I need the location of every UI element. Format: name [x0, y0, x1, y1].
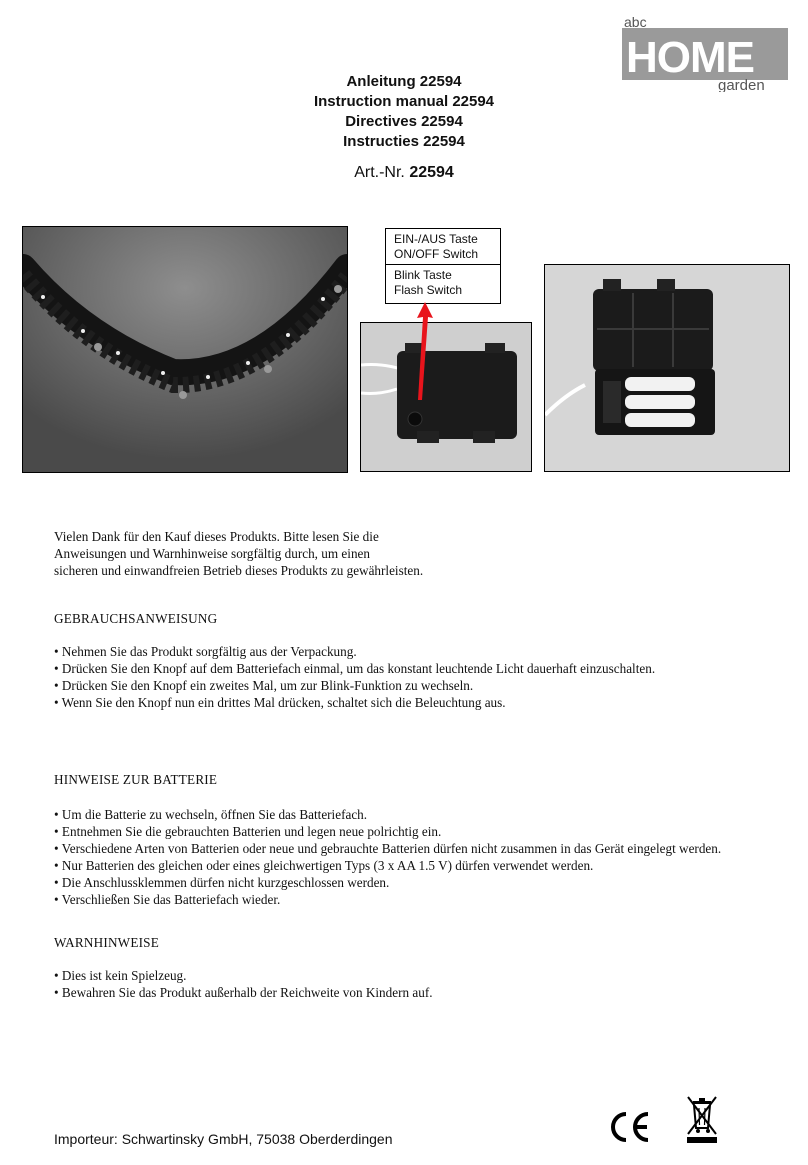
- list-item: • Wenn Sie den Knopf nun ein drittes Mal drücken, schaltet sich die Beleuchtung aus.: [54, 695, 506, 710]
- document-titles: [0, 72, 808, 152]
- intro-line: Anweisungen und Warnhinweise sorgfältig durch, um einen: [54, 546, 370, 561]
- list-item: • Bewahren Sie das Produkt außerhalb der Reichweite von Kindern auf.: [54, 985, 433, 1000]
- list-item: • Entnehmen Sie die gebrauchten Batterien und legen neue polrichtig ein.: [54, 824, 442, 839]
- list-item: • Verschiedene Arten von Batterien oder neue und gebrauchte Batterien dürfen nicht zusammen in das Gerät eingelegt werden.: [54, 841, 722, 856]
- logo-garden: garden: [718, 77, 765, 92]
- title-de: Anleitung 22594: [346, 73, 462, 90]
- intro-line: Vielen Dank für den Kauf dieses Produkts. Bitte lesen Sie die: [54, 529, 379, 544]
- heading-warnings: WARNHINWEISE: [54, 935, 159, 950]
- title-fr: Directives 22594: [345, 113, 463, 130]
- battery-notes-list: [54, 806, 721, 908]
- logo-abc: abc: [624, 16, 647, 30]
- article-number: [0, 164, 808, 182]
- title-en: Instruction manual 22594: [313, 93, 495, 110]
- list-item: • Nur Batterien des gleichen oder eines gleichwertigen Typs (3 x AA 1.5 V) dürfen verwendet werden.: [54, 858, 594, 873]
- intro-line: sicheren und einwandfreien Betrieb dieses Produkts zu gewährleisten.: [54, 563, 424, 578]
- battery-compartment-photo: [544, 264, 790, 472]
- article-number-label: Art.-Nr.: [354, 164, 405, 181]
- list-item: • Drücken Sie den Knopf ein zweites Mal, um zur Blink-Funktion zu wechseln.: [54, 678, 474, 693]
- flash-label-de: Blink Taste: [394, 268, 452, 282]
- weee-bin-icon: [684, 1094, 720, 1144]
- intro-text: [54, 528, 614, 579]
- garland-image: [23, 227, 347, 472]
- ce-mark-icon: [609, 1111, 651, 1143]
- flash-label: [386, 264, 500, 300]
- battery-box-image: [361, 323, 531, 471]
- garland-photo: [22, 226, 348, 473]
- list-item: • Um die Batterie zu wechseln, öffnen Sie das Batteriefach.: [54, 807, 368, 822]
- battery-box-photo: [360, 322, 532, 472]
- heading-usage-instructions: GEBRAUCHSANWEISUNG: [54, 611, 218, 626]
- pointer-arrow: [412, 302, 442, 402]
- list-item: • Verschließen Sie das Batteriefach wieder.: [54, 892, 281, 907]
- ce-mark-graphic: [609, 1111, 651, 1143]
- list-item: • Nehmen Sie das Produkt sorgfältig aus der Verpackung.: [54, 644, 357, 659]
- list-item: • Drücken Sie den Knopf auf dem Batteriefach einmal, um das konstant leuchtende Licht dauerhaft einzuschalten.: [54, 661, 656, 676]
- on-off-label: [386, 229, 500, 264]
- on-off-label-en: ON/OFF Switch: [394, 247, 479, 261]
- on-off-label-de: EIN-/AUS Taste: [394, 232, 478, 246]
- crossed-bin-graphic: [684, 1094, 720, 1144]
- battery-compartment-image: [545, 265, 789, 471]
- usage-instructions-list: [54, 643, 655, 711]
- logo-home: HOME: [626, 33, 754, 82]
- importer-info: Importeur: Schwartinsky GmbH, 75038 Oberderdingen: [54, 1131, 393, 1147]
- switch-legend: [385, 228, 501, 304]
- arrow-up-icon: [412, 302, 442, 402]
- flash-label-en: Flash Switch: [394, 283, 463, 297]
- warnings-list: [54, 967, 433, 1001]
- list-item: • Dies ist kein Spielzeug.: [54, 968, 187, 983]
- article-number-value: 22594: [409, 164, 454, 181]
- list-item: • Die Anschlussklemmen dürfen nicht kurzgeschlossen werden.: [54, 875, 390, 890]
- heading-battery-notes: HINWEISE ZUR BATTERIE: [54, 772, 218, 787]
- title-nl: Instructies 22594: [343, 133, 465, 150]
